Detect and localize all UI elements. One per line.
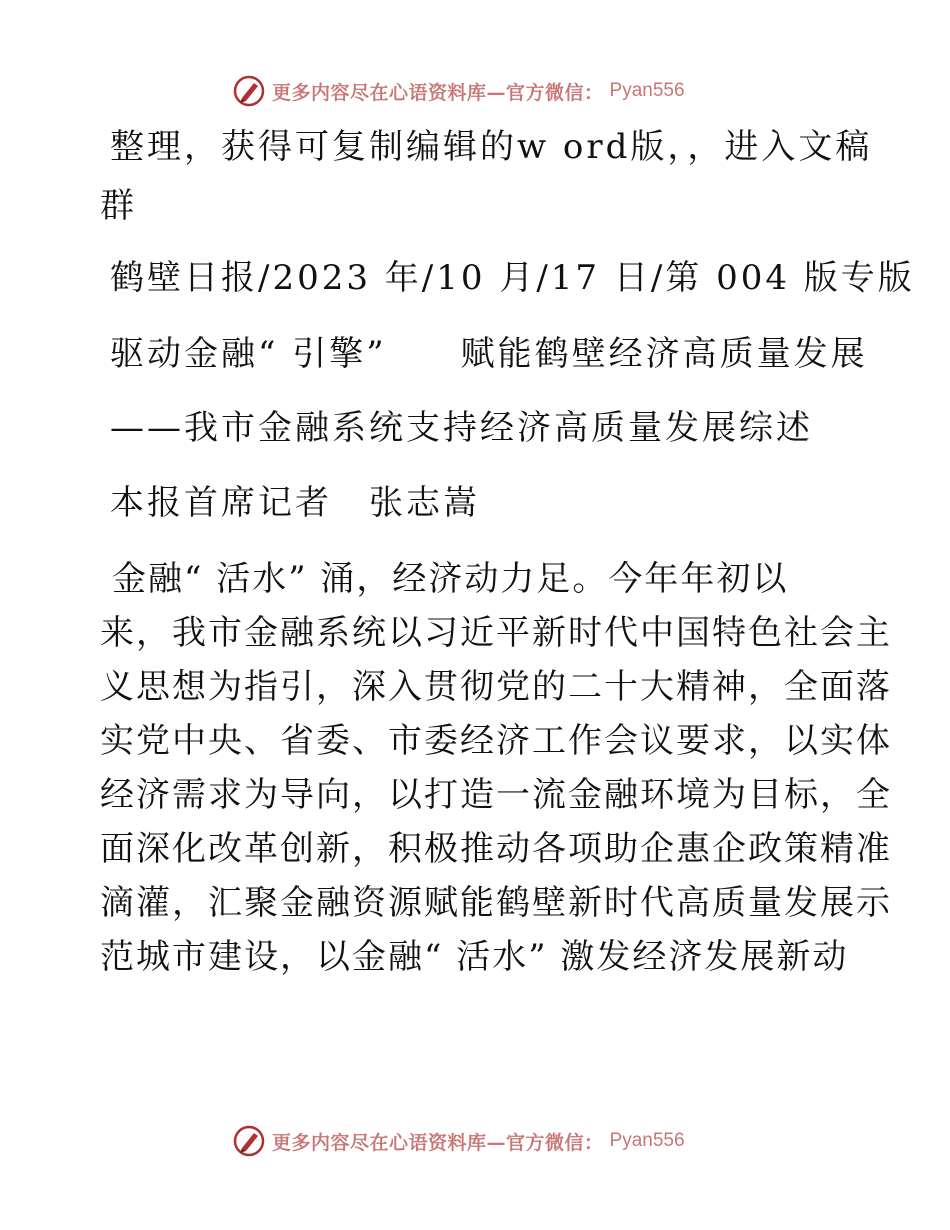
- pen-logo-icon: [232, 74, 266, 108]
- byline: 本报首席记者 张志嵩: [110, 483, 480, 523]
- source-line: 鹤壁日报/2023 年/10 月/17 日/第 004 版专版: [110, 258, 915, 298]
- intro-line-2: 群: [100, 186, 137, 226]
- article-headline: 驱动金融“ 引擎” 赋能鹤壁经济高质量发展: [110, 334, 868, 374]
- body-row: 来，我市金融系统以习近平新时代中国特色社会主: [100, 613, 892, 653]
- watermark-text: 更多内容尽在心语资料库—官方微信：: [272, 81, 604, 104]
- body-row: 义思想为指引，深入贯彻党的二十大精神，全面落: [100, 667, 892, 707]
- footer-watermark: [232, 1123, 712, 1159]
- watermark-handle: Pyan556: [609, 80, 685, 101]
- pen-logo-icon: [232, 1124, 266, 1158]
- article-body: [100, 552, 892, 984]
- body-row: 面深化改革创新，积极推动各项助企惠企政策精准: [100, 829, 892, 869]
- body-row: 滴灌，汇聚金融资源赋能鹤壁新时代高质量发展示: [100, 883, 892, 923]
- article-subheadline: ——我市金融系统支持经济高质量发展综述: [110, 408, 813, 448]
- body-row: 金融“ 活水” 涌，经济动力足。今年年初以: [112, 559, 789, 599]
- body-row: 经济需求为导向，以打造一流金融环境为目标，全: [100, 775, 892, 815]
- watermark-text: 更多内容尽在心语资料库—官方微信：: [272, 1131, 604, 1154]
- body-row: 范城市建设，以金融“ 活水” 激发经济发展新动: [100, 937, 849, 977]
- body-row: 实党中央、省委、市委经济工作会议要求，以实体: [100, 721, 892, 761]
- watermark-handle: Pyan556: [609, 1130, 685, 1151]
- header-watermark: [232, 73, 712, 109]
- intro-line-1: 整理，获得可复制编辑的w ord版，，进入文稿: [110, 127, 873, 167]
